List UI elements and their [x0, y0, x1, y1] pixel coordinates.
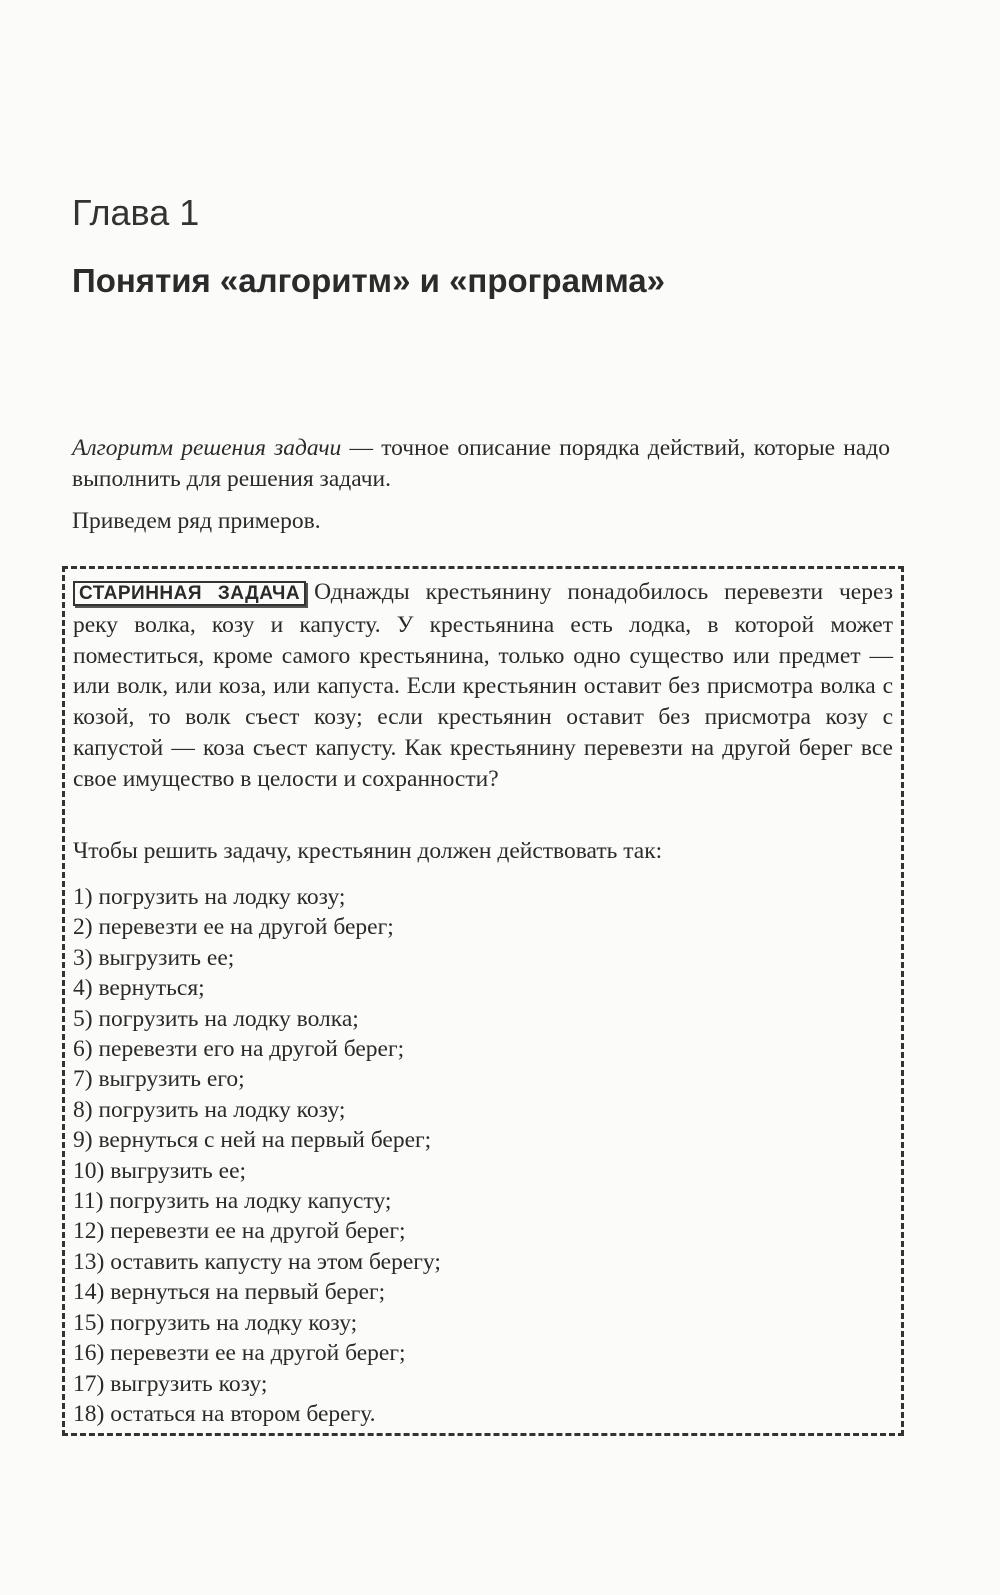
- definition-text: — точное описание порядка действий, которые надо выполнить для решения задачи.: [72, 435, 890, 492]
- solution-step: 13) оставить капусту на этом берегу;: [73, 1248, 441, 1275]
- solution-step: 5) погрузить на лодку волка;: [73, 1005, 359, 1032]
- solution-step: 2) перевезти ее на другой берег;: [73, 914, 394, 941]
- solution-step: 15) погрузить на лодку козу;: [73, 1309, 358, 1336]
- solution-step: 4) вернуться;: [73, 975, 205, 1002]
- solution-step: 10) выгрузить ее;: [73, 1157, 247, 1184]
- task-badge: СТАРИННАЯ ЗАДАЧА: [73, 581, 306, 606]
- solution-step: 9) вернуться с ней на первый берег;: [73, 1127, 432, 1154]
- solution-step: 16) перевезти ее на другой берег;: [73, 1340, 406, 1367]
- solution-step: 11) погрузить на лодку капусту;: [73, 1188, 392, 1215]
- chapter-title: Понятия «алгоритм» и «программа»: [72, 262, 666, 299]
- solution-lead: Чтобы решить задачу, крестьянин должен действовать так:: [73, 838, 663, 864]
- task-text: [73, 577, 893, 795]
- solution-step: 6) перевезти его на другой берег;: [73, 1036, 405, 1063]
- task-problem: Однажды крестьянину понадобилось перевезти через реку волка, козу и капусту. У крестьянина есть лодка, в которой может поместиться, кроме самого крестьянина, только одно существо или предмет — или волк, или коза, или капуста. Если крестьянин оставит без присмотра волка с козой, то волк съест козу; если крестьянин оставит без присмотра козу с капустой — коза съест капусту. Как крестьянину перевезти на другой берег все свое имущество в целости и сохранности?: [73, 579, 893, 792]
- defined-term: Алгоритм решения задачи: [72, 435, 342, 461]
- examples-lead: Приведем ряд примеров.: [72, 508, 321, 534]
- solution-step: 12) перевезти ее на другой берег;: [73, 1218, 406, 1245]
- algorithm-definition: [72, 433, 890, 495]
- solution-step: 14) вернуться на первый берег;: [73, 1279, 386, 1306]
- solution-step: 3) выгрузить ее;: [73, 944, 235, 971]
- solution-steps: [73, 882, 441, 1429]
- solution-step: 17) выгрузить козу;: [73, 1370, 268, 1397]
- solution-step: 1) погрузить на лодку козу;: [73, 884, 346, 910]
- solution-step: 8) погрузить на лодку козу;: [73, 1096, 346, 1123]
- chapter-number: Глава 1: [72, 192, 200, 233]
- solution-step: 18) остаться на втором берегу.: [73, 1400, 376, 1427]
- solution-step: 7) выгрузить его;: [73, 1066, 245, 1093]
